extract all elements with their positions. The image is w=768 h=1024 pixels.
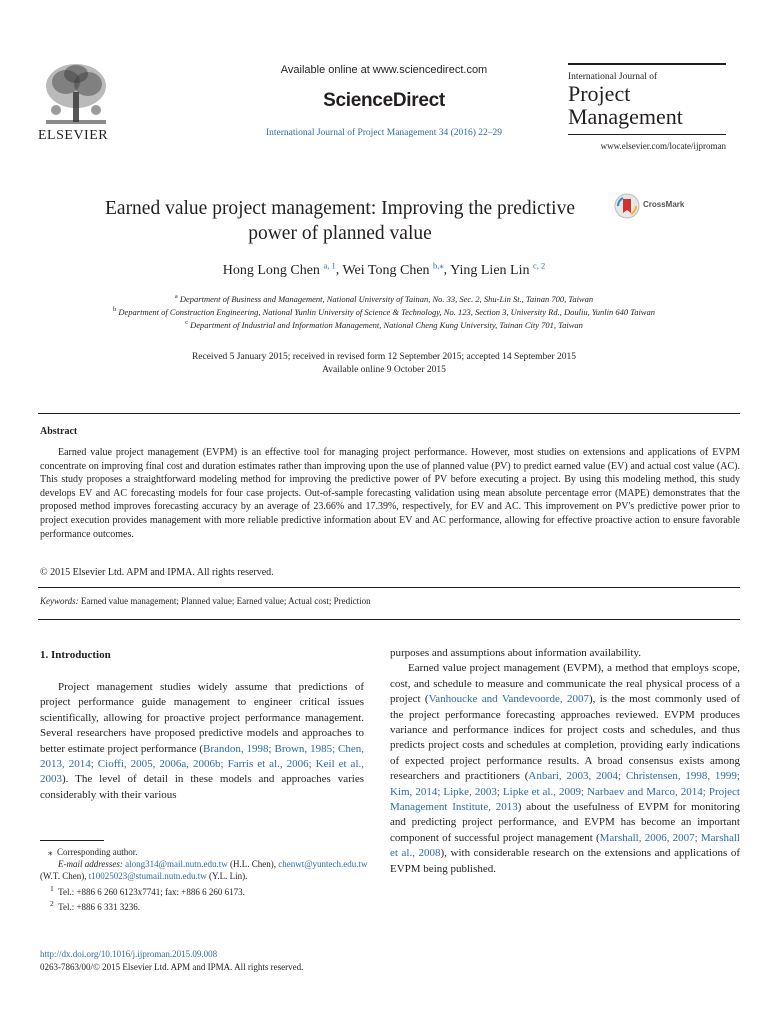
abstract-mid-rule <box>38 587 740 588</box>
intro-right-text-1: Earned value project management (EVPM), a method that employs scope, cost, and schedule to measure and communicate the real physical process of a project ( <box>390 662 740 706</box>
affiliation-b <box>0 306 768 317</box>
footnote-tel-2-text: Tel.: +886 6 331 3236. <box>58 901 141 912</box>
available-online-date: Available online 9 October 2015 <box>322 365 446 375</box>
keywords-label: Keywords: <box>40 596 79 606</box>
affiliation-c-text: Department of Industrial and Information Management, National Cheng Kung University, Tainan City 701, Taiwan <box>190 319 583 330</box>
citation-link-marshall[interactable]: Marshall, 2006, 2007; Marshall et al., 2008 <box>390 831 740 860</box>
affiliation-a <box>0 293 768 304</box>
author-2-affiliation-mark[interactable]: b,⁎ <box>433 260 444 270</box>
received-dates: Received 5 January 2015; received in revised form 12 September 2015; accepted 14 September 2015 <box>191 352 577 362</box>
email-link-3[interactable]: t10025023@stumail.nutn.edu.tw <box>88 871 207 882</box>
email-owner-2: (W.T. Chen), <box>40 871 87 882</box>
author-2[interactable] <box>342 260 444 278</box>
crossmark-label: CrossMark <box>643 200 685 209</box>
section-heading-introduction: 1. Introduction <box>40 649 111 661</box>
footnote-rule <box>40 840 104 841</box>
email-label: E-mail addresses: <box>58 859 123 870</box>
issn-copyright: 0263-7863/00/© 2015 Elsevier Ltd. APM and IPMA. All rights reserved. <box>40 962 304 972</box>
author-1-name: Hong Long Chen <box>222 262 320 278</box>
author-2-name: Wei Tong Chen <box>342 262 430 278</box>
publisher-name: ELSEVIER <box>38 128 109 143</box>
footnote-tel-1-mark: 1 <box>50 883 54 893</box>
author-1-affiliation-mark[interactable]: a, 1 <box>323 260 336 270</box>
footnote-corresponding-text: Corresponding author. <box>57 847 138 857</box>
footnote-tel-2-mark: 2 <box>50 898 54 908</box>
affiliation-b-mark: b <box>113 306 117 313</box>
footnote-tel-1 <box>40 883 370 898</box>
email-owner-1: (H.L. Chen), <box>229 859 276 870</box>
intro-right-column <box>390 646 740 877</box>
affiliation-c <box>0 319 768 330</box>
journal-url-link[interactable]: www.elsevier.com/locate/ijproman <box>600 141 726 151</box>
author-1[interactable] <box>222 260 336 278</box>
abstract-top-rule <box>38 413 740 414</box>
email-link-1[interactable]: along314@mail.nutn.edu.tw <box>125 859 228 870</box>
citation-link-vanhoucke[interactable]: Vanhoucke and Vandevoorde, 2007 <box>428 693 589 706</box>
email-owner-3: (Y.L. Lin). <box>209 871 248 882</box>
abstract-body: Earned value project management (EVPM) is an effective tool for managing project performance. However, most studies on extensions and applications of EVPM concentrate on improving final cost and duration estimates rather than improving upon the use of planned value (PV) to predict earned value (EV) and actual cost value (AC). This study proposes a straightforward modeling method for improving the predictive power of PV before executing a project. By using this modeling method, this study develops EV and AC forecasting models for four case projects. Out-of-sample forecasting validation using mean absolute percentage error (MAPE) demonstrates that the proposed method improves forecasting accuracy by an average of 23.66% and 17.39%, respectively, for EV and AC. This improvement on PV's predictive power prior to project execution provides management with more reliable predictive information about EV and AC performance, allowing for effective proactive action to ensure favorable performance outcomes. <box>40 447 740 540</box>
article-title <box>60 196 620 246</box>
intro-right-text-3: ) about the usefulness of EVPM for monitoring and predicting project performance, and EVPM has become an important component of successful project management ( <box>390 801 740 844</box>
author-3-affiliation-mark[interactable]: c, 2 <box>532 260 546 270</box>
author-list: Hong Long Chen $^{a, 1}$, Wei Tong Chen $^{b,⁎}$, Ying Lien Lin $^{c, 2}$ <box>222 260 546 278</box>
intro-left-citation-link[interactable]: Brandon, 1998; Brown, 1985; Chen, 2013, 2014; Cioffi, 2005, 2006a, 2006b; Farris et al., 2006; Keil et al., 2003 <box>40 742 364 786</box>
email-link-2[interactable]: chenwt@yuntech.edu.tw <box>278 859 368 870</box>
title-line-2: power of planned value <box>248 223 432 244</box>
abstract-bottom-rule <box>38 619 740 620</box>
affiliation-a-mark: a <box>174 293 178 300</box>
author-3[interactable] <box>450 260 546 278</box>
affiliation-c-mark: c <box>185 319 188 326</box>
journal-box-bottom-rule <box>568 134 726 135</box>
affiliation-b-text: Department of Construction Engineering, National Yunlin University of Science & Technology, No. 123, Section 3, University Rd., Douliu, Yunlin 640 Taiwan <box>118 306 655 317</box>
journal-citation-link[interactable]: International Journal of Project Management 34 (2016) 22–29 <box>265 128 503 138</box>
intro-right-paragraph-1: purposes and assumptions about information availability. <box>390 647 642 659</box>
journal-box-label: International Journal of <box>568 72 658 82</box>
sciencedirect-wordmark: ScienceDirect <box>323 90 445 111</box>
intro-right-text-4: ), with considerable research on the extensions and applications of EVPM being published. <box>390 847 740 875</box>
journal-box-title-1: Project <box>568 81 631 106</box>
crossmark-icon <box>614 193 640 219</box>
footnotes <box>40 846 370 913</box>
crossmark-button[interactable] <box>614 193 714 219</box>
title-line-1: Earned value project management: Improving the predictive <box>105 198 575 219</box>
journal-title-box <box>568 63 726 151</box>
citation-link-anbari[interactable]: Anbari, 2003, 2004; Christensen, 1998, 1999; Kim, 2014; Lipke, 2003; Lipke et al., 2009; Narbaev and Marco, 2014; Project Management Institute, 2013 <box>390 770 740 814</box>
footnote-corresponding-mark: ⁎ <box>48 847 53 857</box>
doi-link[interactable]: http://dx.doi.org/10.1016/j.ijproman.2015.09.008 <box>40 949 218 959</box>
footnote-tel-1-text: Tel.: +886 6 260 6123x7741; fax: +886 6 260 6173. <box>58 886 245 897</box>
footnote-corresponding <box>40 846 370 858</box>
footnote-tel-2 <box>40 898 370 913</box>
available-online-text: Available online at www.sciencedirect.com <box>280 64 488 76</box>
author-3-name: Ying Lien Lin <box>450 262 530 278</box>
journal-box-top-rule <box>568 63 726 65</box>
abstract-heading: Abstract <box>40 426 78 437</box>
intro-left-paragraph <box>40 680 364 803</box>
intro-right-paragraph-2 <box>390 661 740 877</box>
keywords-list: Earned value management; Planned value; Earned value; Actual cost; Prediction <box>80 596 371 606</box>
intro-left-text-1: Project management studies widely assume that predictions of project performance guide management to engineer critical issues scientifically, allowing for proactive project performance management. Several researchers have proposed predictive models and approaches to better estimate project performance ( <box>40 681 364 755</box>
intro-right-text-2: ), is the most commonly used of the project performance forecasting approaches reviewed. EVPM produces variance and performance indices for project costs and schedules, and thus predicts project costs and schedules at completion, providing early indications of expected project performance results. A broad consensus exists among researchers and practitioners ( <box>390 693 741 783</box>
keywords <box>40 596 371 606</box>
footnote-emails <box>40 858 370 882</box>
affiliation-a-text: Department of Business and Management, National University of Tainan, No. 33, Sec. 2, Shu-Lin St., Tainan 700, Taiwan <box>179 293 594 304</box>
intro-left-text-2: ). The level of detail in these models and approaches varies considerably with their various <box>40 773 364 801</box>
journal-box-title-2: Management <box>568 104 683 129</box>
abstract-copyright: © 2015 Elsevier Ltd. APM and IPMA. All rights reserved. <box>40 567 274 578</box>
